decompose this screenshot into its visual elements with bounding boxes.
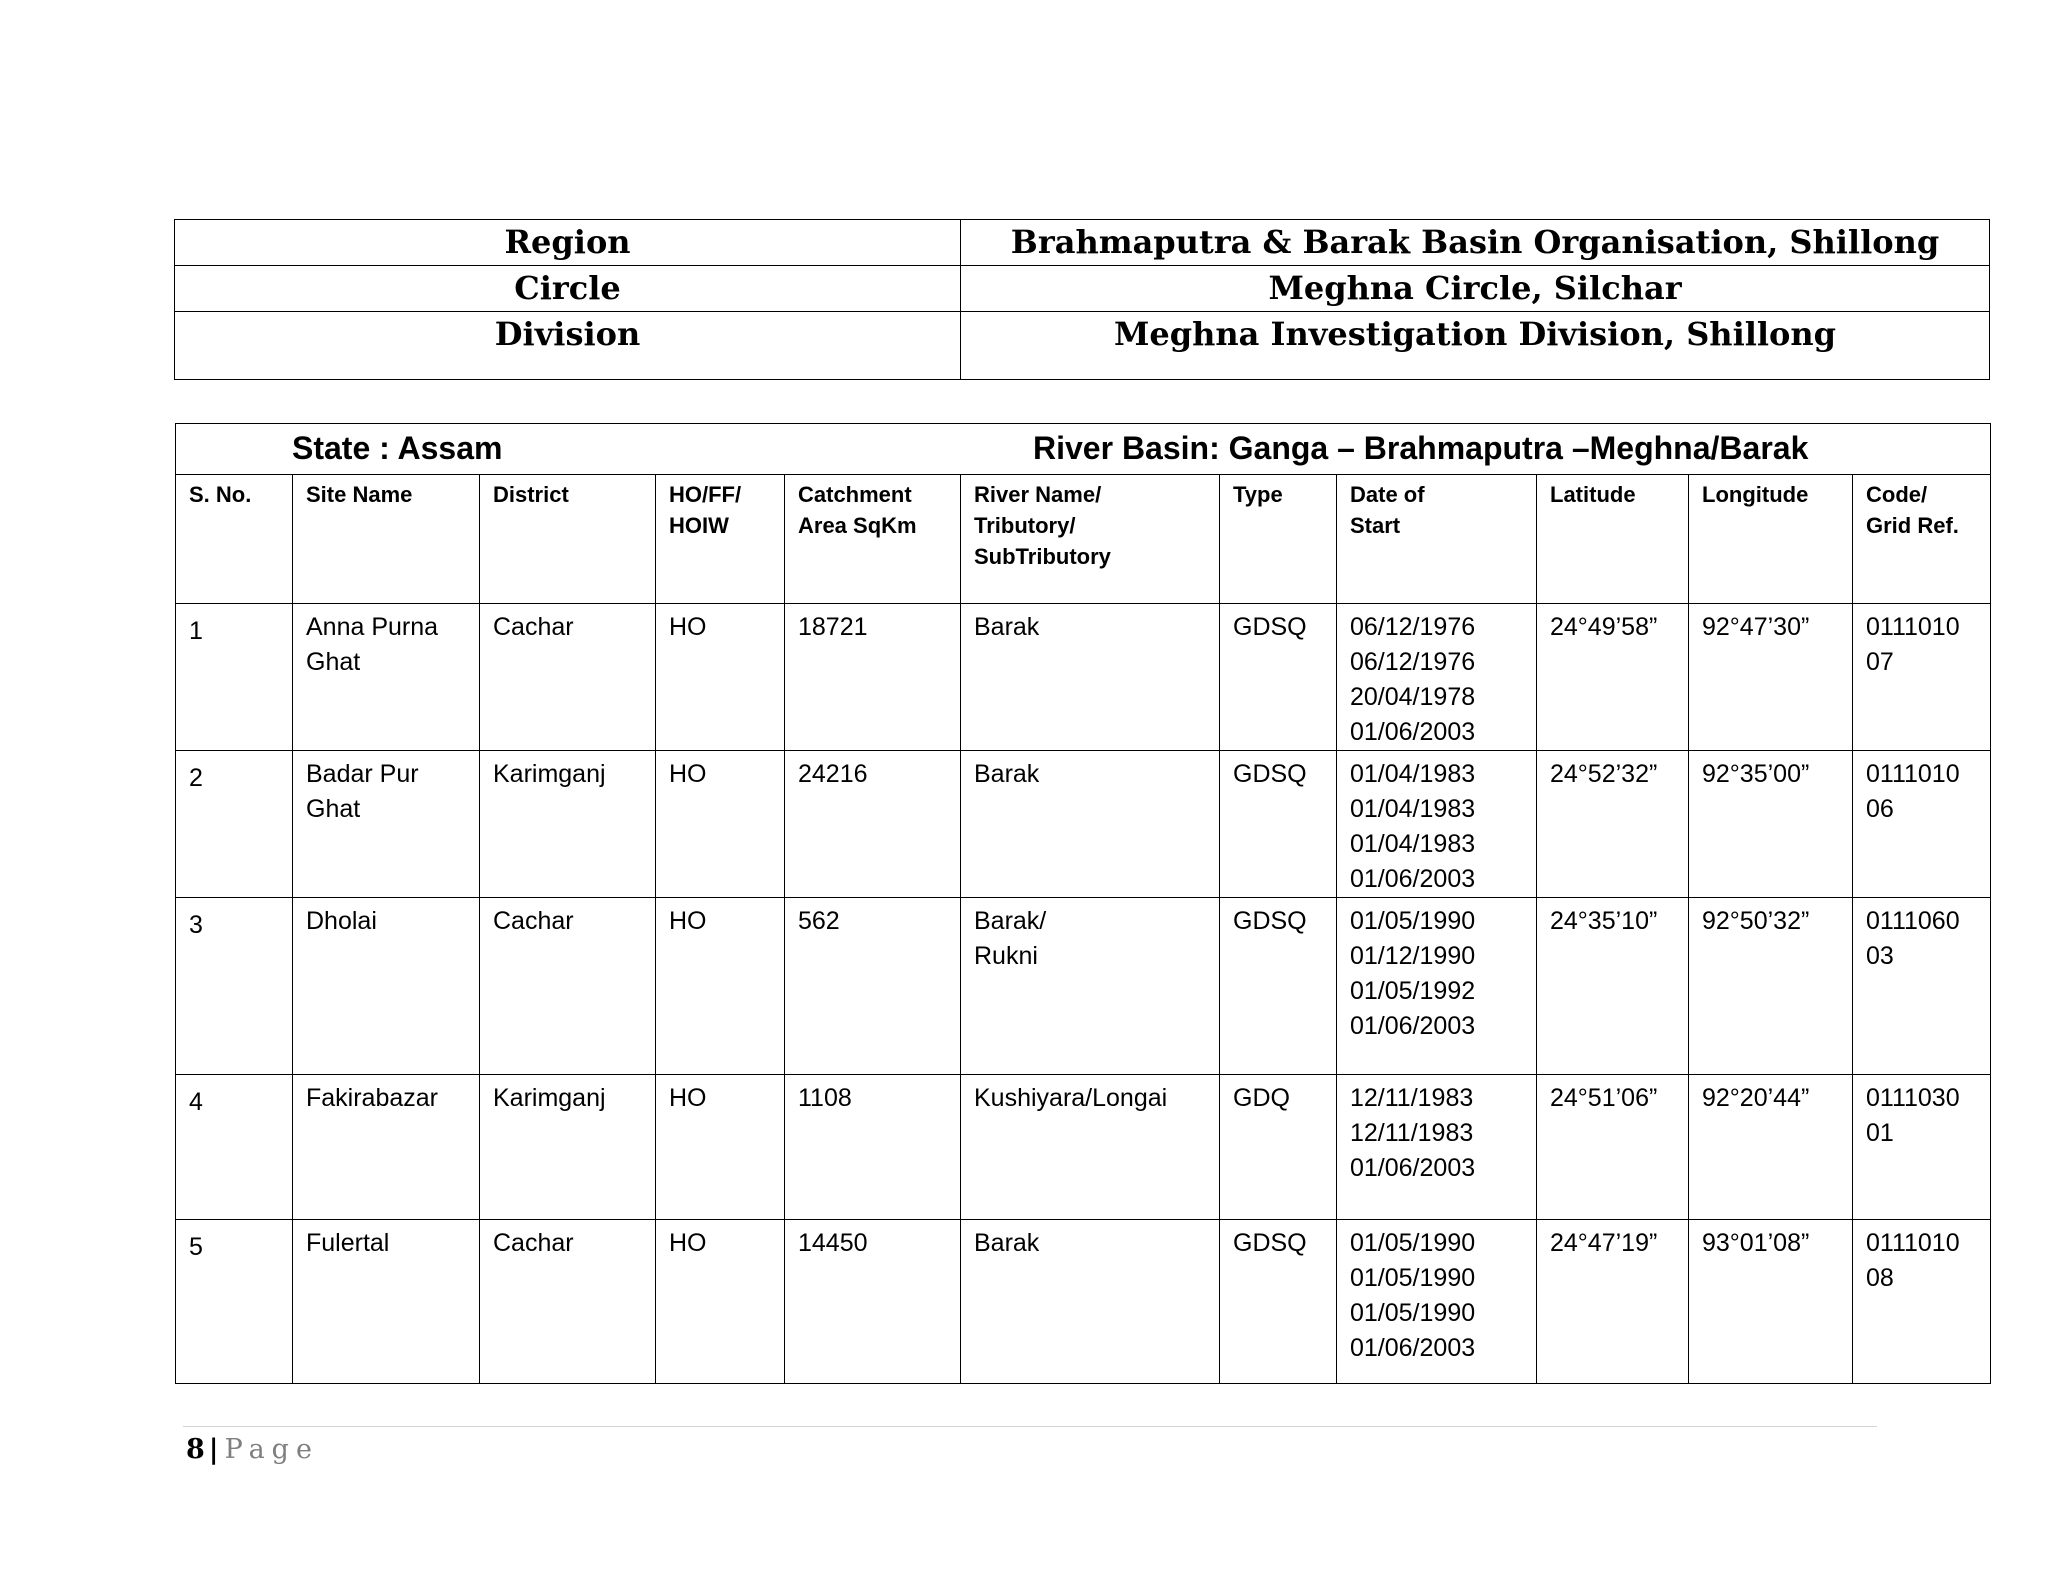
site-name-cell bbox=[293, 898, 480, 1075]
date-of-start-line: 01/05/1990 bbox=[1350, 1229, 1476, 1257]
station-rows bbox=[176, 604, 1991, 1384]
column-header-site-name bbox=[293, 475, 480, 604]
site-name-line: Ghat bbox=[306, 648, 361, 676]
site-name-line: Badar Pur bbox=[306, 760, 419, 788]
site-name-cell bbox=[293, 751, 480, 898]
date-of-start-cell bbox=[1337, 1075, 1537, 1220]
column-header-type bbox=[1220, 475, 1337, 604]
date-of-start-line: 01/04/1983 bbox=[1350, 795, 1476, 823]
column-header-line: Code/ bbox=[1866, 482, 1928, 507]
serial-number-cell: 3 bbox=[176, 898, 293, 1075]
code-cell bbox=[1853, 898, 1991, 1075]
river-name-line: Barak bbox=[974, 760, 1040, 788]
division-row bbox=[175, 312, 1990, 380]
type-cell: GDSQ bbox=[1220, 898, 1337, 1075]
date-of-start-line: 01/06/2003 bbox=[1350, 1012, 1476, 1040]
circle-row bbox=[175, 266, 1990, 312]
date-of-start-line: 01/05/1990 bbox=[1350, 1299, 1476, 1327]
column-header-row bbox=[176, 475, 1991, 604]
code-line: 0111060 bbox=[1866, 907, 1960, 935]
column-header-district bbox=[480, 475, 656, 604]
page-label: Page bbox=[224, 1434, 319, 1465]
date-of-start-line: 01/04/1983 bbox=[1350, 830, 1476, 858]
catchment-cell: 24216 bbox=[785, 751, 961, 898]
code-line: 0111010 bbox=[1866, 760, 1960, 788]
column-header-line: District bbox=[493, 482, 569, 507]
river-name-line: Barak/ bbox=[974, 907, 1047, 935]
date-of-start-line: 01/06/2003 bbox=[1350, 718, 1476, 746]
type-cell: GDSQ bbox=[1220, 751, 1337, 898]
code-line: 01 bbox=[1866, 1119, 1894, 1147]
district-cell: Cachar bbox=[480, 898, 656, 1075]
river-name-line: Rukni bbox=[974, 942, 1038, 970]
column-header-line: Latitude bbox=[1550, 482, 1636, 507]
column-header-line: HOIW bbox=[669, 513, 729, 538]
station-table bbox=[175, 423, 1991, 1384]
date-of-start-line: 01/12/1990 bbox=[1350, 942, 1476, 970]
column-header-date-of-start bbox=[1337, 475, 1537, 604]
column-header-line: Type bbox=[1233, 482, 1283, 507]
catchment-cell: 562 bbox=[785, 898, 961, 1075]
river-basin-label: River Basin: Ganga – Brahmaputra –Meghna/Barak bbox=[1033, 430, 1809, 466]
column-header-line: S. No. bbox=[189, 482, 252, 507]
river-name-line: Barak bbox=[974, 1229, 1040, 1257]
page-number: 8 bbox=[186, 1434, 205, 1465]
region-value: Brahmaputra & Barak Basin Organisation, Shillong bbox=[961, 220, 1990, 266]
table-row bbox=[176, 1075, 1991, 1220]
river-name-cell bbox=[961, 604, 1220, 751]
date-of-start-line: 20/04/1978 bbox=[1350, 683, 1476, 711]
longitude-cell: 92°50’32” bbox=[1689, 898, 1853, 1075]
state-label: State : Assam bbox=[292, 430, 503, 466]
ho-cell: HO bbox=[656, 1075, 785, 1220]
district-cell: Karimganj bbox=[480, 751, 656, 898]
region-row bbox=[175, 220, 1990, 266]
code-line: 0111030 bbox=[1866, 1084, 1960, 1112]
column-header-line: Date of bbox=[1350, 482, 1425, 507]
ho-cell: HO bbox=[656, 1220, 785, 1384]
column-header-line: Site Name bbox=[306, 482, 413, 507]
column-header-line: Longitude bbox=[1702, 482, 1809, 507]
circle-value: Meghna Circle, Silchar bbox=[961, 266, 1990, 312]
code-cell bbox=[1853, 1075, 1991, 1220]
region-label: Region bbox=[175, 220, 961, 266]
column-header-line: River Name/ bbox=[974, 482, 1102, 507]
catchment-cell: 18721 bbox=[785, 604, 961, 751]
site-name-cell bbox=[293, 1075, 480, 1220]
river-name-line: Barak bbox=[974, 613, 1040, 641]
circle-label: Circle bbox=[175, 266, 961, 312]
date-of-start-line: 12/11/1983 bbox=[1350, 1084, 1474, 1112]
latitude-cell: 24°35’10” bbox=[1537, 898, 1689, 1075]
footer-separator: | bbox=[208, 1434, 219, 1465]
date-of-start-cell bbox=[1337, 751, 1537, 898]
code-line: 0111010 bbox=[1866, 1229, 1960, 1257]
site-name-line: Fakirabazar bbox=[306, 1084, 438, 1112]
column-header-line: Tributory/ bbox=[974, 513, 1076, 538]
serial-number-cell: 2 bbox=[176, 751, 293, 898]
river-name-cell bbox=[961, 898, 1220, 1075]
longitude-cell: 93°01’08” bbox=[1689, 1220, 1853, 1384]
latitude-cell: 24°51’06” bbox=[1537, 1075, 1689, 1220]
date-of-start-line: 01/04/1983 bbox=[1350, 760, 1476, 788]
column-header-sno bbox=[176, 475, 293, 604]
site-name-cell bbox=[293, 1220, 480, 1384]
date-of-start-cell bbox=[1337, 604, 1537, 751]
site-name-line: Fulertal bbox=[306, 1229, 390, 1257]
column-header-river-name bbox=[961, 475, 1220, 604]
code-line: 07 bbox=[1866, 648, 1894, 676]
column-header-line: Catchment bbox=[798, 482, 912, 507]
code-cell bbox=[1853, 604, 1991, 751]
date-of-start-line: 01/05/1990 bbox=[1350, 907, 1476, 935]
ho-cell: HO bbox=[656, 898, 785, 1075]
longitude-cell: 92°35’00” bbox=[1689, 751, 1853, 898]
site-name-line: Ghat bbox=[306, 795, 361, 823]
column-header-line: HO/FF/ bbox=[669, 482, 742, 507]
longitude-cell: 92°20’44” bbox=[1689, 1075, 1853, 1220]
date-of-start-line: 06/12/1976 bbox=[1350, 613, 1476, 641]
site-name-line: Dholai bbox=[306, 907, 377, 935]
serial-number-cell: 1 bbox=[176, 604, 293, 751]
code-line: 03 bbox=[1866, 942, 1894, 970]
code-line: 0111010 bbox=[1866, 613, 1960, 641]
date-of-start-line: 01/06/2003 bbox=[1350, 1154, 1476, 1182]
river-name-cell bbox=[961, 1220, 1220, 1384]
table-row bbox=[176, 1220, 1991, 1384]
serial-number-cell: 5 bbox=[176, 1220, 293, 1384]
catchment-cell: 14450 bbox=[785, 1220, 961, 1384]
code-line: 08 bbox=[1866, 1264, 1894, 1292]
table-row bbox=[176, 604, 1991, 751]
column-header-catchment-area bbox=[785, 475, 961, 604]
date-of-start-cell bbox=[1337, 898, 1537, 1075]
river-name-cell bbox=[961, 751, 1220, 898]
column-header-ho-ff-hoiw bbox=[656, 475, 785, 604]
column-header-longitude bbox=[1689, 475, 1853, 604]
date-of-start-cell bbox=[1337, 1220, 1537, 1384]
district-cell: Cachar bbox=[480, 604, 656, 751]
page-footer bbox=[186, 1432, 319, 1468]
ho-cell: HO bbox=[656, 604, 785, 751]
code-line: 06 bbox=[1866, 795, 1894, 823]
footer-rule bbox=[183, 1426, 1877, 1427]
catchment-cell: 1108 bbox=[785, 1075, 961, 1220]
type-cell: GDSQ bbox=[1220, 1220, 1337, 1384]
longitude-cell: 92°47’30” bbox=[1689, 604, 1853, 751]
column-header-code-grid-ref bbox=[1853, 475, 1991, 604]
column-header-line: Area SqKm bbox=[798, 513, 917, 538]
code-cell bbox=[1853, 751, 1991, 898]
date-of-start-line: 06/12/1976 bbox=[1350, 648, 1476, 676]
district-cell: Cachar bbox=[480, 1220, 656, 1384]
date-of-start-line: 12/11/1983 bbox=[1350, 1119, 1474, 1147]
latitude-cell: 24°49’58” bbox=[1537, 604, 1689, 751]
latitude-cell: 24°47’19” bbox=[1537, 1220, 1689, 1384]
date-of-start-line: 01/05/1990 bbox=[1350, 1264, 1476, 1292]
date-of-start-line: 01/06/2003 bbox=[1350, 1334, 1476, 1362]
column-header-line: Grid Ref. bbox=[1866, 513, 1959, 538]
table-row bbox=[176, 898, 1991, 1075]
code-cell bbox=[1853, 1220, 1991, 1384]
organisation-info-table bbox=[174, 219, 1990, 380]
division-value: Meghna Investigation Division, Shillong bbox=[961, 312, 1990, 380]
column-header-line: Start bbox=[1350, 513, 1401, 538]
date-of-start-line: 01/06/2003 bbox=[1350, 865, 1476, 893]
type-cell: GDQ bbox=[1220, 1075, 1337, 1220]
river-name-line: Kushiyara/Longai bbox=[974, 1084, 1168, 1112]
column-header-latitude bbox=[1537, 475, 1689, 604]
serial-number-cell: 4 bbox=[176, 1075, 293, 1220]
date-of-start-line: 01/05/1992 bbox=[1350, 977, 1476, 1005]
site-name-cell bbox=[293, 604, 480, 751]
column-header-line: SubTributory bbox=[974, 544, 1111, 569]
district-cell: Karimganj bbox=[480, 1075, 656, 1220]
table-row bbox=[176, 751, 1991, 898]
river-name-cell bbox=[961, 1075, 1220, 1220]
latitude-cell: 24°52’32” bbox=[1537, 751, 1689, 898]
site-name-line: Anna Purna bbox=[306, 613, 439, 641]
ho-cell: HO bbox=[656, 751, 785, 898]
state-basin-row bbox=[176, 424, 1991, 475]
type-cell: GDSQ bbox=[1220, 604, 1337, 751]
division-label: Division bbox=[175, 312, 961, 380]
